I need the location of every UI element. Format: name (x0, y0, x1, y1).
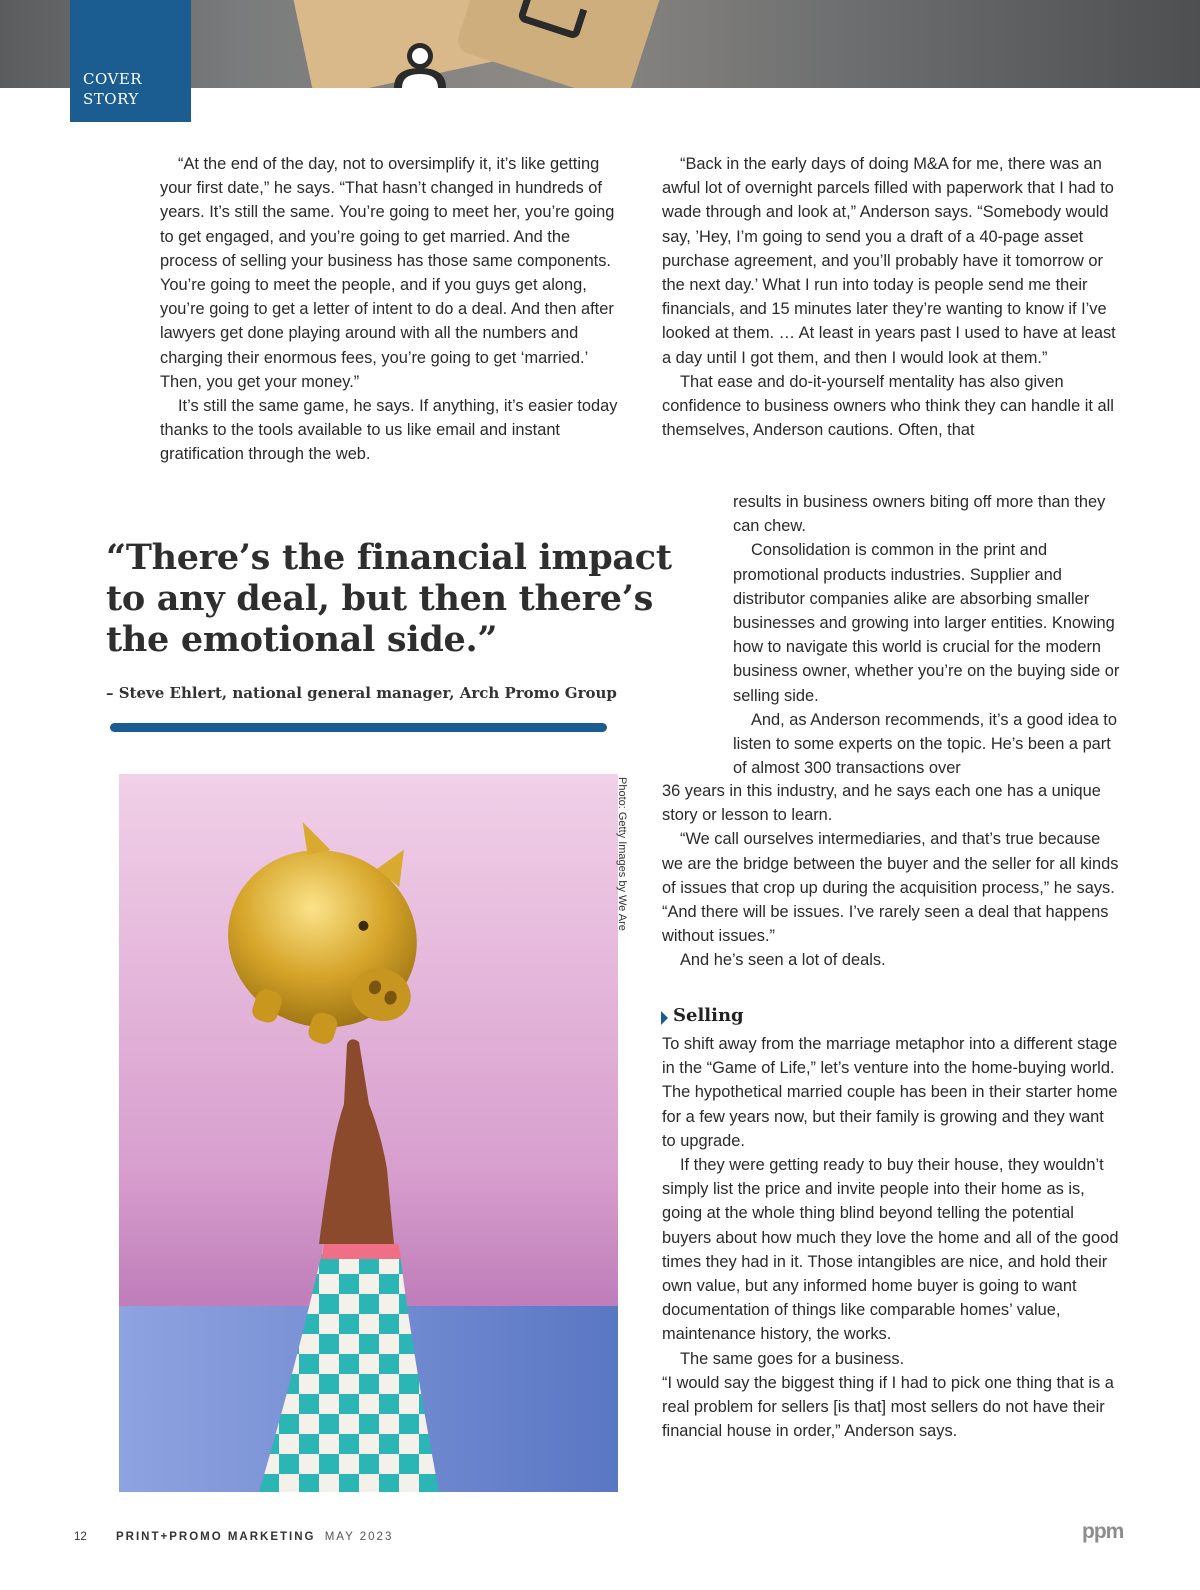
paragraph: The same goes for a business. (680, 1349, 905, 1368)
paragraph: “I would say the biggest thing if I had to pick one thing that is a real problem for sellers [is that] most sellers do not have their financial house in order,” Anderson says. (662, 1373, 1114, 1441)
piggy-bank-photo (119, 774, 618, 1492)
paragraph: Consolidation is common in the print and promotional products industries. Supplier and distributor companies alike are absorbing smaller businesses and growing into larger entities. Knowing how to navigate this world is crucial for the modern business owner, whether you’re on the buying side or selling side. (733, 541, 1120, 705)
person-icon (380, 40, 460, 88)
subhead-arrow-icon (661, 1011, 668, 1025)
right-column-selling (662, 1032, 1122, 1443)
section-subhead-text: Selling (673, 1005, 744, 1026)
pull-quote: “There’s the financial impact to any deal, but then there’s the emotional side.” (106, 537, 672, 660)
paragraph: “At the end of the day, not to oversimplify it, it’s like getting your first date,” he says. “That hasn’t changed in hundreds of years. It’s still the same. You’re going to meet her, you’re going to get engaged, and you’re going to get married. And the process of selling your business has those same components. You’re going to meet the people, and if you guys get along, you’re going to get a letter of intent to do a deal. And then after lawyers get done playing around with all the numbers and charging their enormous fees, you’re going to get ‘married.’ Then, you get your money.” (160, 155, 615, 391)
paragraph: “Back in the early days of doing M&A for me, there was an awful lot of overnight parcels filled with paperwork that I had to wade through and look at,” Anderson says. “Somebody would say, ’Hey, I’m going to send you a draft of a 40-page asset purchase agreement, and you’ll probably have it tomorrow or the next day.’ What I run into today is people send me their financials, and 15 minutes later they’re wanting to know if I’ve looked at them. … At least in years past I used to have at least a day until I got them, and then I would look at them.” (662, 155, 1116, 367)
divider-rule (110, 723, 607, 732)
publication-name: PRINT+PROMO MARKETING (116, 1531, 316, 1543)
photo-credit-text: Photo: Getty Images by We Are (616, 777, 628, 931)
section-tag-line1: COVER (83, 70, 143, 88)
paragraph: “We call ourselves intermediaries, and that’s true because we are the bridge between the buyer and the seller for all kinds of issues that crop up during the acquisition process,” he says. “And there will be issues. I’ve rarely seen a deal that happens without issues.” (662, 830, 1119, 946)
page-footer (74, 1531, 393, 1543)
issue-date: MAY 2023 (324, 1531, 394, 1543)
paragraph: results in business owners biting off more than they can chew. (733, 493, 1106, 536)
paragraph: And he’s seen a lot of deals. (680, 951, 886, 970)
paragraph: It’s still the same game, he says. If anything, it’s easier today thanks to the tools available to us like email and instant gratification through the web. (160, 397, 618, 464)
paragraph: That ease and do-it-yourself mentality has also given confidence to business owners who think they can handle it all themselves, Anderson cautions. Often, that (662, 372, 1114, 440)
page-number: 12 (74, 1531, 87, 1543)
paragraph: To shift away from the marriage metaphor into a different stage in the “Game of Life,” let’s venture into the home-buying world. The hypothetical married couple has been in their starter home for a few years now, but their family is growing and they want to upgrade. (662, 1035, 1118, 1150)
paragraph: 36 years in this industry, and he says each one has a unique story or lesson to learn. (662, 782, 1101, 825)
piggy-bank-on-finger-illustration (119, 774, 618, 1492)
right-column-top (662, 152, 1122, 442)
photo-credit (614, 777, 632, 937)
section-tag (70, 0, 191, 122)
pull-quote-attribution: – Steve Ehlert, national general manager, Arch Promo Group (106, 684, 617, 702)
paragraph: If they were getting ready to buy their house, they wouldn’t simply list the price and invite people into their home as is, going at the whole thing blind beyond telling the potential buyers about how much they love the home and all of the good times they had in it. Those intangibles are nice, and hold their own value, but any informed home buyer is going to want documentation of things like comparable homes’ value, maintenance history, the works. (662, 1156, 1119, 1344)
ppm-logo: ppm (1082, 1520, 1124, 1543)
right-column-mid (662, 779, 1122, 973)
left-column (160, 152, 630, 467)
paragraph: And, as Anderson recommends, it’s a good idea to listen to some experts on the topic. He’s been a part of almost 300 transactions over (733, 710, 1117, 778)
right-column-narrow (733, 490, 1126, 780)
section-subhead (673, 1005, 744, 1026)
section-tag-line2: STORY (83, 90, 139, 108)
